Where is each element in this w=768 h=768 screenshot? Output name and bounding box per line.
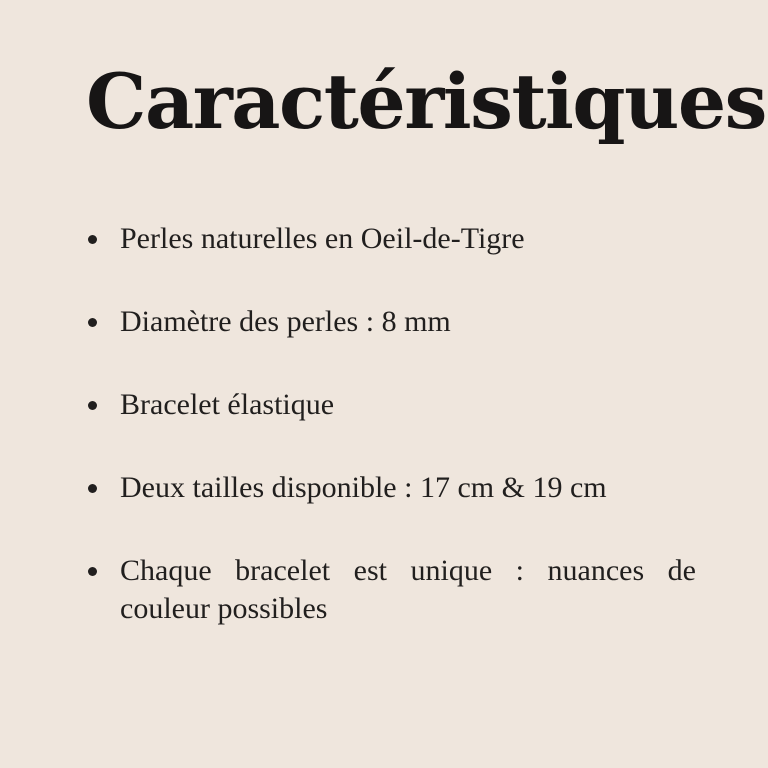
- page-title: Caractéristiques: [86, 57, 766, 146]
- feature-item: [88, 303, 696, 341]
- feature-item: [88, 552, 696, 628]
- feature-text: Bracelet élastique: [120, 388, 335, 421]
- bullet-icon: [88, 235, 97, 244]
- bullet-icon: [88, 484, 97, 493]
- feature-text: Deux tailles disponible : 17 cm & 19 cm: [120, 471, 607, 504]
- bullet-icon: [88, 318, 97, 327]
- bullet-icon: [88, 567, 97, 576]
- bullet-icon: [88, 401, 97, 410]
- feature-text: Diamètre des perles : 8 mm: [120, 305, 451, 338]
- feature-item: [88, 386, 696, 424]
- feature-item: [88, 469, 696, 507]
- feature-item: [88, 220, 696, 258]
- feature-text: Perles naturelles en Oeil-de-Tigre: [120, 222, 525, 255]
- features-list: [88, 220, 696, 628]
- feature-text: Chaque bracelet est unique : nuances de couleur possibles: [120, 554, 696, 625]
